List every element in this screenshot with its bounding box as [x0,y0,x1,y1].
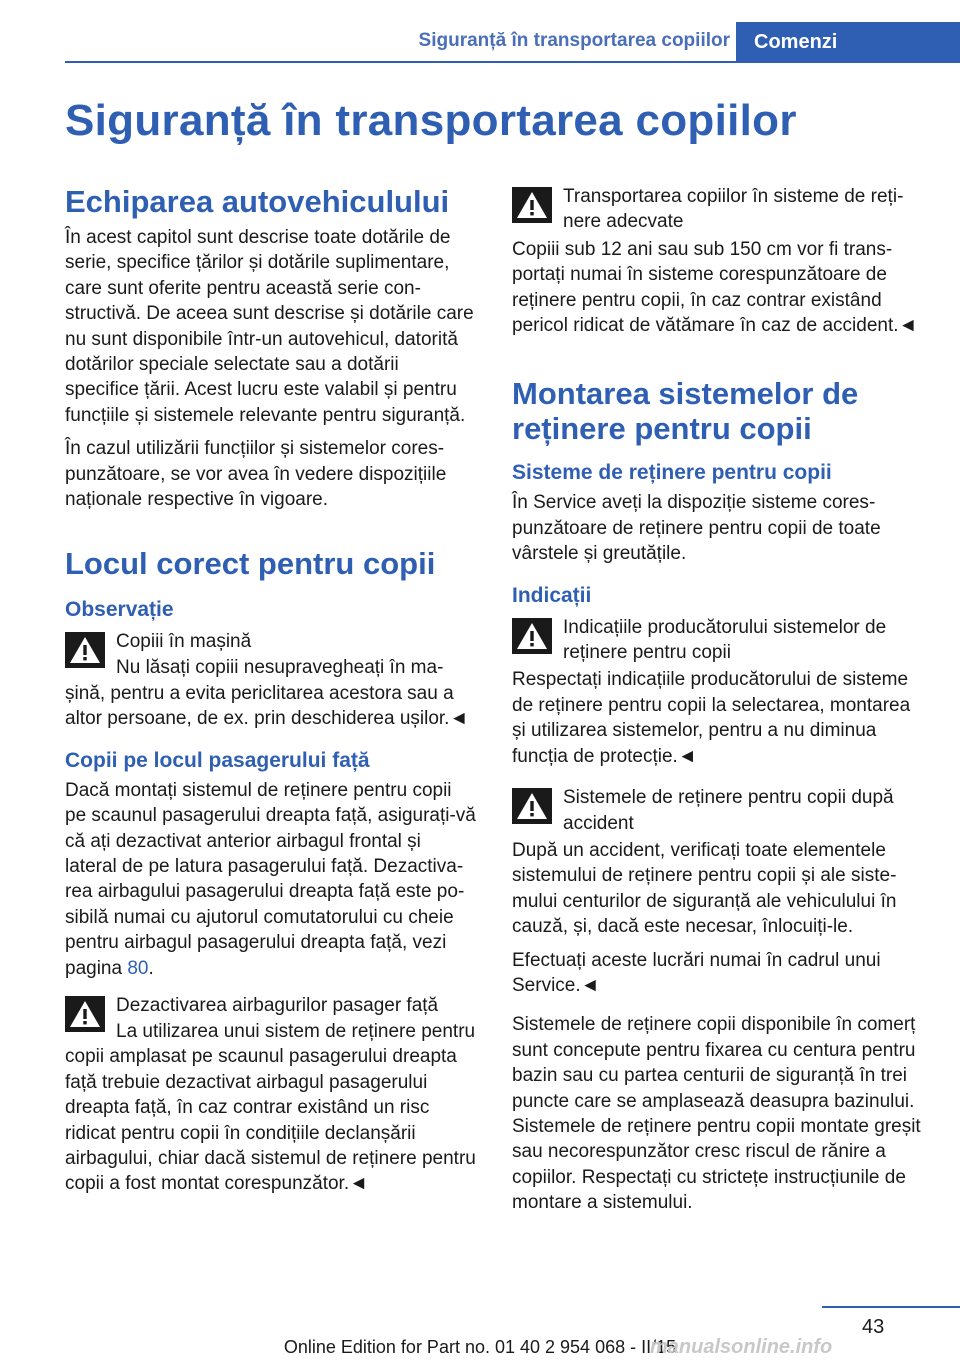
paragraph-front-text: Dacă montați sistemul de reținere pentru copii pe scaunul pasagerului dreapta față, asigurați-vă că ați dezactivat anterior airbagul frontal și lateral de pe latura pasagerului față. Dezactivarea airbagului pasagerului dreapta față este posibilă numai cu ajutorul comutatorului cu cheie pentru airbagul pasagerului dreapta față, vezi pagina [65,779,476,979]
warning-text: Respectați indicațiile producătorului de sisteme de reținere pentru copii la selectarea, montarea și utilizarea sistemelor, pentru a nu diminua funcția de protecție.◄ [512,669,911,767]
heading-note: Observație [65,598,174,622]
warning-icon [512,618,552,654]
heading-indications: Indicații [512,583,592,607]
warning-title: Copiii în mașină [116,631,252,653]
warning-text: Copiii sub 12 ani sau sub 150 cm vor fi transportați numai în sisteme corespunzătoare de reținere pentru copii, în caz contrar existând pericol ridicat de vătămare în caz de accident.◄ [512,238,918,337]
warning-text: La utilizarea unui sistem de reținere pentru copii amplasat pe scaunul pasagerului dreapta față trebuie dezactivat airbagul pasagerului dreapta față, în caz contrar existând un risc ridicat pentru copii în condițiile declanșării airbagului, chiar dacă sistemul de reținere pentru copii a fost montat corespunzător.◄ [65,1020,476,1195]
warning-icon [65,632,105,668]
heading-equipment: Echiparea autovehiculului [65,184,450,219]
warning-after-accident [512,785,924,836]
heading-restraint-systems: Sisteme de reținere pentru copii [512,461,832,485]
page-link[interactable]: 80 [127,957,149,979]
paragraph-service: Efectuați aceste lucrări numai în cadrul unui Service.◄ [512,949,881,996]
header-section-title: Siguranță în transportarea copiilor [418,30,730,51]
warning-icon [512,187,552,223]
heading-correct-place: Locul corect pentru copii [65,546,436,582]
watermark: manualsonline.info [650,1336,833,1358]
footer-rule [822,1306,960,1308]
warning-icon [512,788,552,824]
header-rule [65,61,960,63]
warning-title: Indicațiile producătorului sistemelor de reținere pentru copii [563,616,887,664]
warning-children-in-car [65,629,477,671]
paragraph-restraint-systems: În Service aveți la dispoziție sisteme corespunzătoare de reținere pentru copii de toate vârstele și greutățile. [512,492,881,565]
footer-edition: Online Edition for Part no. 01 40 2 954 068 - II/15 [283,1337,677,1357]
paragraph-market-systems: Sistemele de reținere copii disponibile în comerț sunt concepute pentru fixarea cu centura pentru bazin sau cu partea centurii de siguranță în trei puncte care se amplasează deasupra bazinului. Sistemele de reținere pentru copii montate greșit sau necorespunzător cresc riscul de rănire a copiilor. Respectați cu strictețe instrucțiunile de montare a sistemului. [512,1014,921,1214]
paragraph-equipment-1: În acest capitol sunt descrise toate dotările de serie, specifice țărilor și dotările suplimentare, care sunt oferite pentru această serie constructivă. De aceea sunt descrise și dotările care nu sunt disponibile într-un autovehicul, datorită dotărilor speciale selectate sau a dotării specifice țării. Acest lucru este valabil și pentru funcțiile și sistemele relevante pentru siguranță. [65,227,474,426]
warning-icon [65,996,105,1032]
heading-mounting: Montarea sistemelor de reținere pentru copii [512,376,859,447]
page-number: 43 [862,1316,885,1338]
heading-front-passenger: Copii pe locul pasagerului față [65,748,370,772]
warning-title: Dezactivarea airbagurilor pasager față [116,994,439,1016]
warning-text: Nu lăsați copiii nesupravegheați în mașină, pentru a evita periclitarea acestora sau a altor persoane, de ex. prin deschiderea ușilor.◄ [65,657,469,730]
warning-title: Sistemele de reținere pentru copii după accident [563,787,894,834]
header-tab: Comenzi [736,22,960,62]
page-title: Siguranță în transportarea copiilor [65,96,797,145]
warning-manufacturer [512,615,924,666]
warning-text: După un accident, verificați toate elementele sistemului de reținere pentru copii și ale sistemului centurilor de siguranță ale vehiculului în cauză, și, dacă este necesar, înlocuiți-le. [512,839,897,938]
warning-title: Transportarea copiilor în sisteme de reținere adecvate [563,186,904,233]
paragraph-front-end: . [148,957,154,979]
paragraph-equipment-2: În cazul utilizării funcțiilor și sistemelor corespunzătoare, se vor avea în vedere dispozițiile naționale respective în vigoare. [65,438,447,511]
paragraph-front-passenger [65,778,477,981]
warning-adequate-systems [512,184,924,235]
left-column [65,184,477,1205]
right-column [512,184,924,1224]
warning-airbag-deactivation [65,993,477,1035]
